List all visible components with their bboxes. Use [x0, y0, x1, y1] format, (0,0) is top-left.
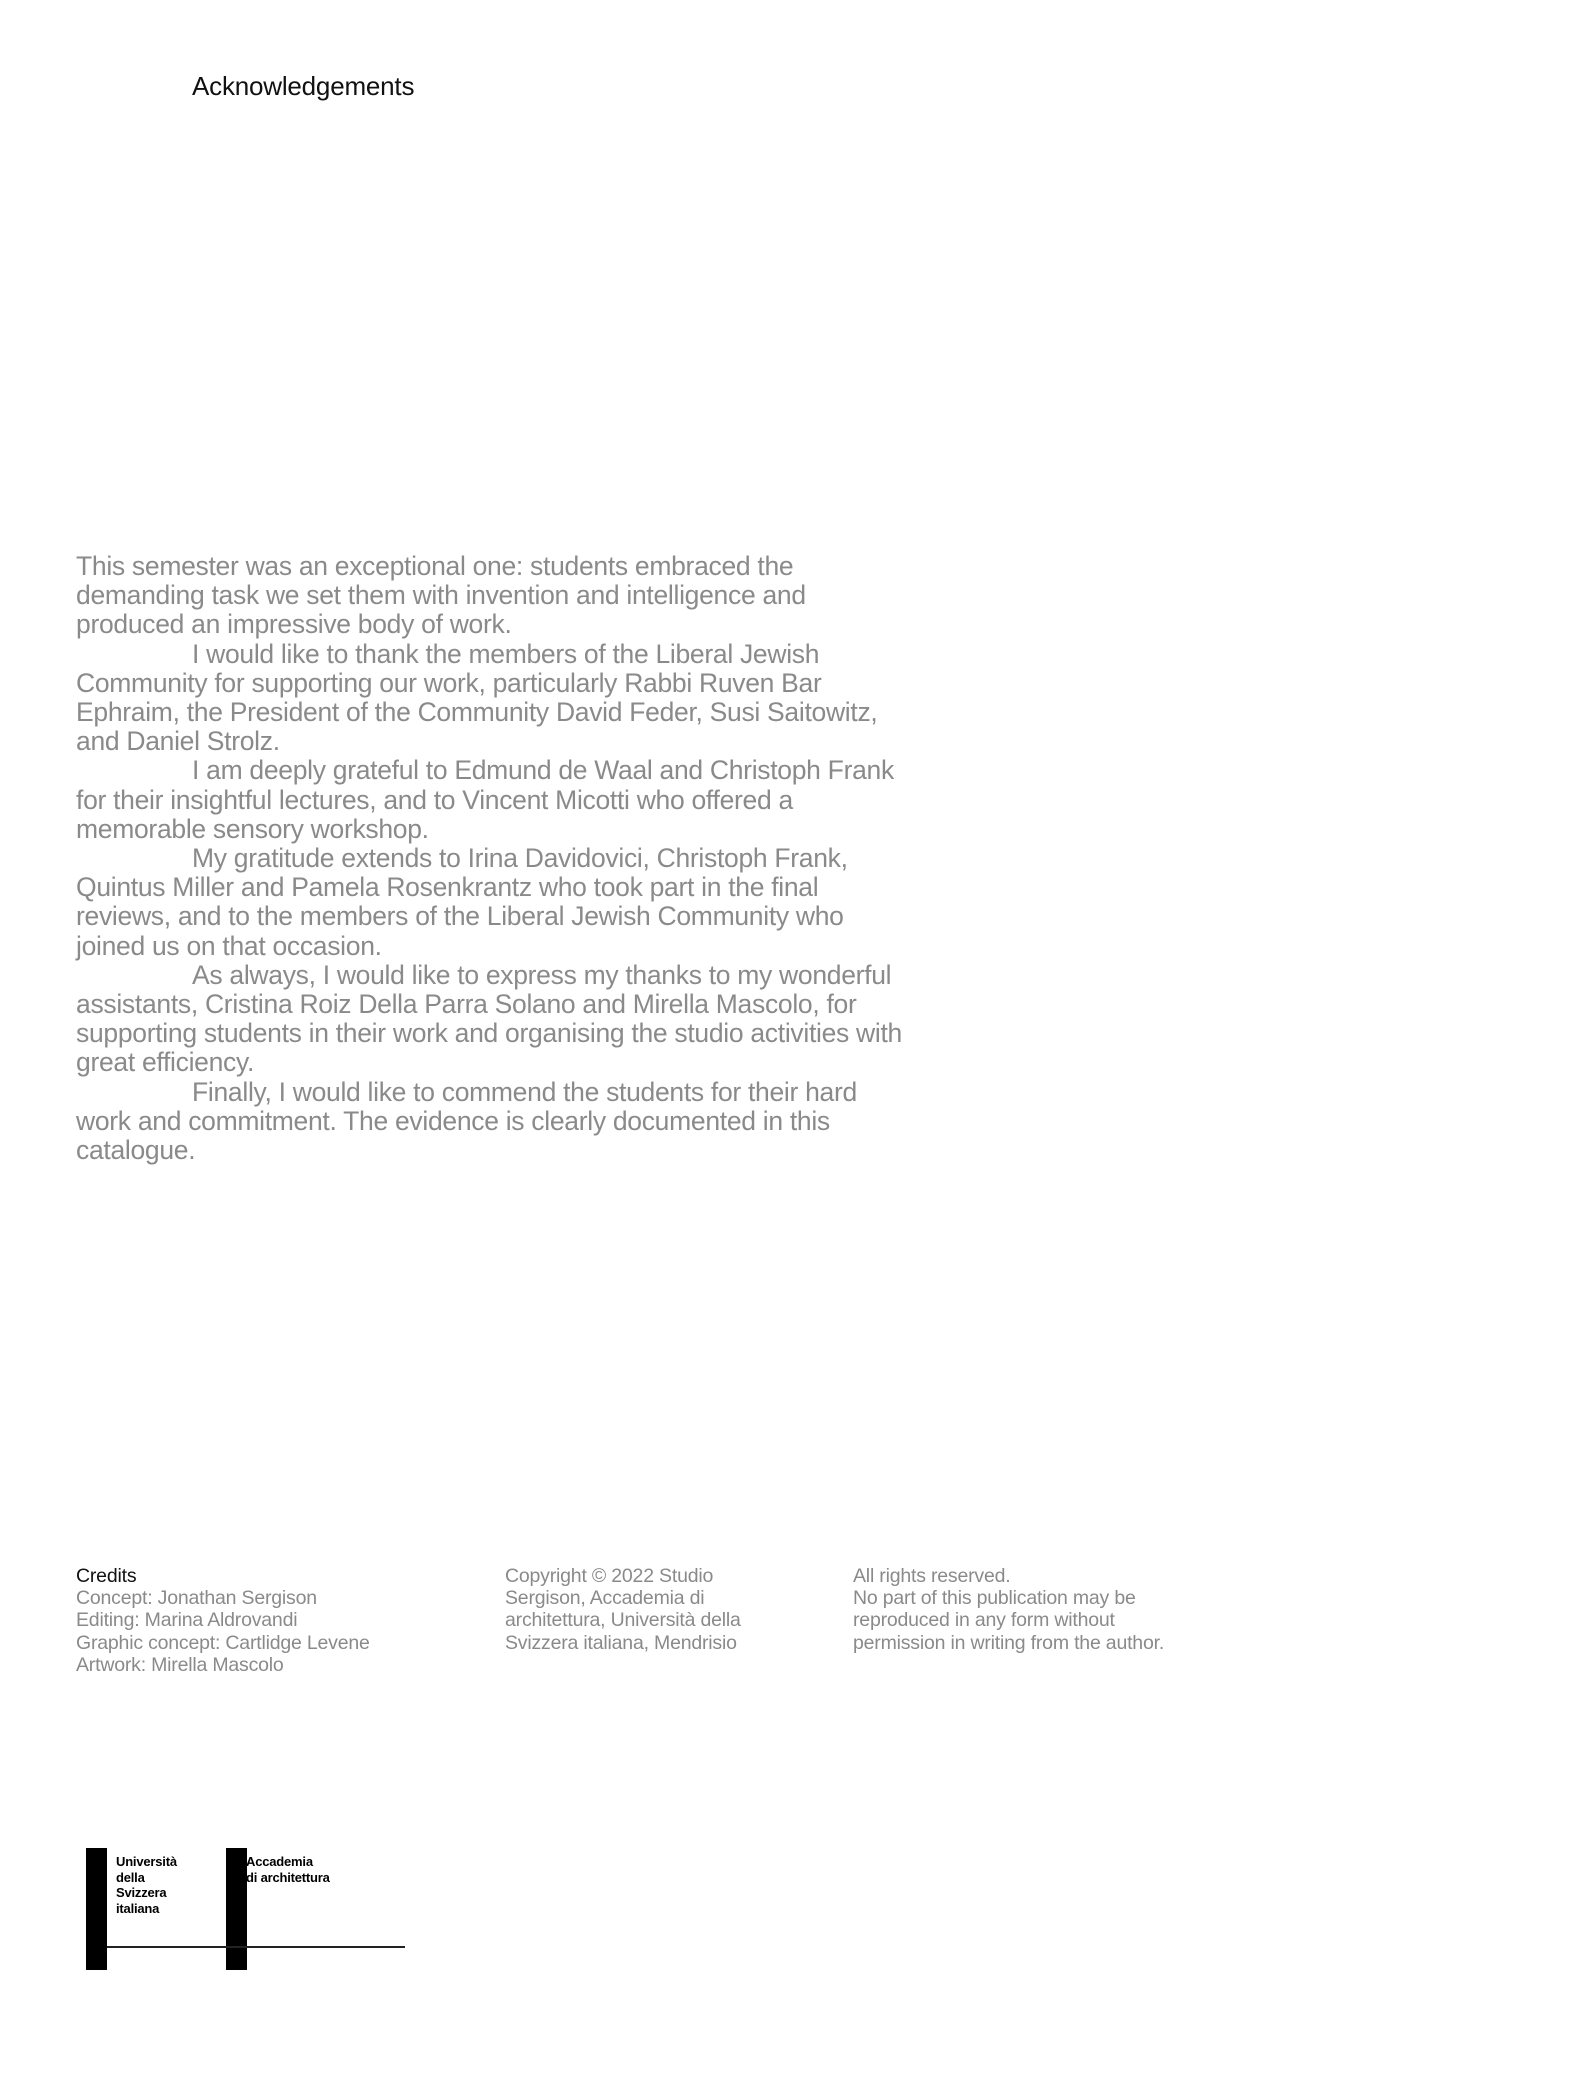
university-name-line: della [116, 1869, 145, 1885]
university-name-line: Università [116, 1854, 177, 1869]
paragraph: I would like to thank the members of the Liberal Jewish Community for supporting our work, particularly Rabbi Ruven Bar Ephraim, the President of the Community David Feder, Susi Saitowitz, and Daniel Strolz. [76, 638, 878, 757]
copyright-column [505, 1565, 741, 1654]
logo-bar-right [226, 1848, 247, 1970]
academy-name [246, 1854, 330, 1885]
paragraph: This semester was an exceptional one: students embraced the demanding task we set them with invention and intelligence and produced an impressive body of work. [76, 551, 806, 640]
rights-line: No part of this publication may be [853, 1587, 1136, 1610]
academy-name-line: di architettura [246, 1869, 330, 1885]
logo-rule [107, 1946, 405, 1948]
rights-column [853, 1565, 1164, 1654]
rights-line: permission in writing from the author. [853, 1631, 1165, 1654]
university-name-line: Svizzera [116, 1885, 167, 1900]
copyright-line: Svizzera italiana, Mendrisio [505, 1631, 737, 1654]
page-title: Acknowledgements [192, 71, 415, 101]
credit-line: Graphic concept: Cartlidge Levene [76, 1631, 370, 1654]
paragraph: I am deeply grateful to Edmund de Waal and Christoph Frank for their insightful lectures, and to Vincent Micotti who offered a memorable sensory workshop. [76, 755, 894, 844]
academy-name-line: Accademia [246, 1854, 313, 1869]
university-name [116, 1854, 177, 1916]
university-name-line: italiana [116, 1900, 160, 1916]
logo-bar-left [86, 1848, 107, 1970]
usi-academy-logo [86, 1848, 416, 1970]
paragraph: As always, I would like to express my thanks to my wonderful assistants, Cristina Roiz Della Parra Solano and Mirella Mascolo, for supporting students in their work and organising the studio activities with great efficiency. [76, 959, 902, 1078]
rights-line: reproduced in any form without [853, 1609, 1115, 1632]
paragraph: My gratitude extends to Irina Davidovici, Christoph Frank, Quintus Miller and Pamela Rosenkrantz who took part in the final reviews, and to the members of the Liberal Jewish Community who joined us on that occasion. [76, 843, 848, 961]
acknowledgements-body [76, 552, 906, 1165]
copyright-line: Sergison, Accademia di [505, 1587, 705, 1610]
credits-column [76, 1565, 370, 1676]
credits-heading: Credits [76, 1565, 137, 1587]
credit-line: Artwork: Mirella Mascolo [76, 1653, 284, 1676]
rights-line: All rights reserved. [853, 1565, 1011, 1587]
copyright-line: Copyright © 2022 Studio [505, 1565, 714, 1587]
credit-line: Editing: Marina Aldrovandi [76, 1609, 298, 1632]
copyright-line: architettura, Università della [505, 1609, 741, 1632]
paragraph: Finally, I would like to commend the students for their hard work and commitment. The evidence is clearly documented in this catalogue. [76, 1076, 857, 1166]
credit-line: Concept: Jonathan Sergison [76, 1587, 317, 1610]
